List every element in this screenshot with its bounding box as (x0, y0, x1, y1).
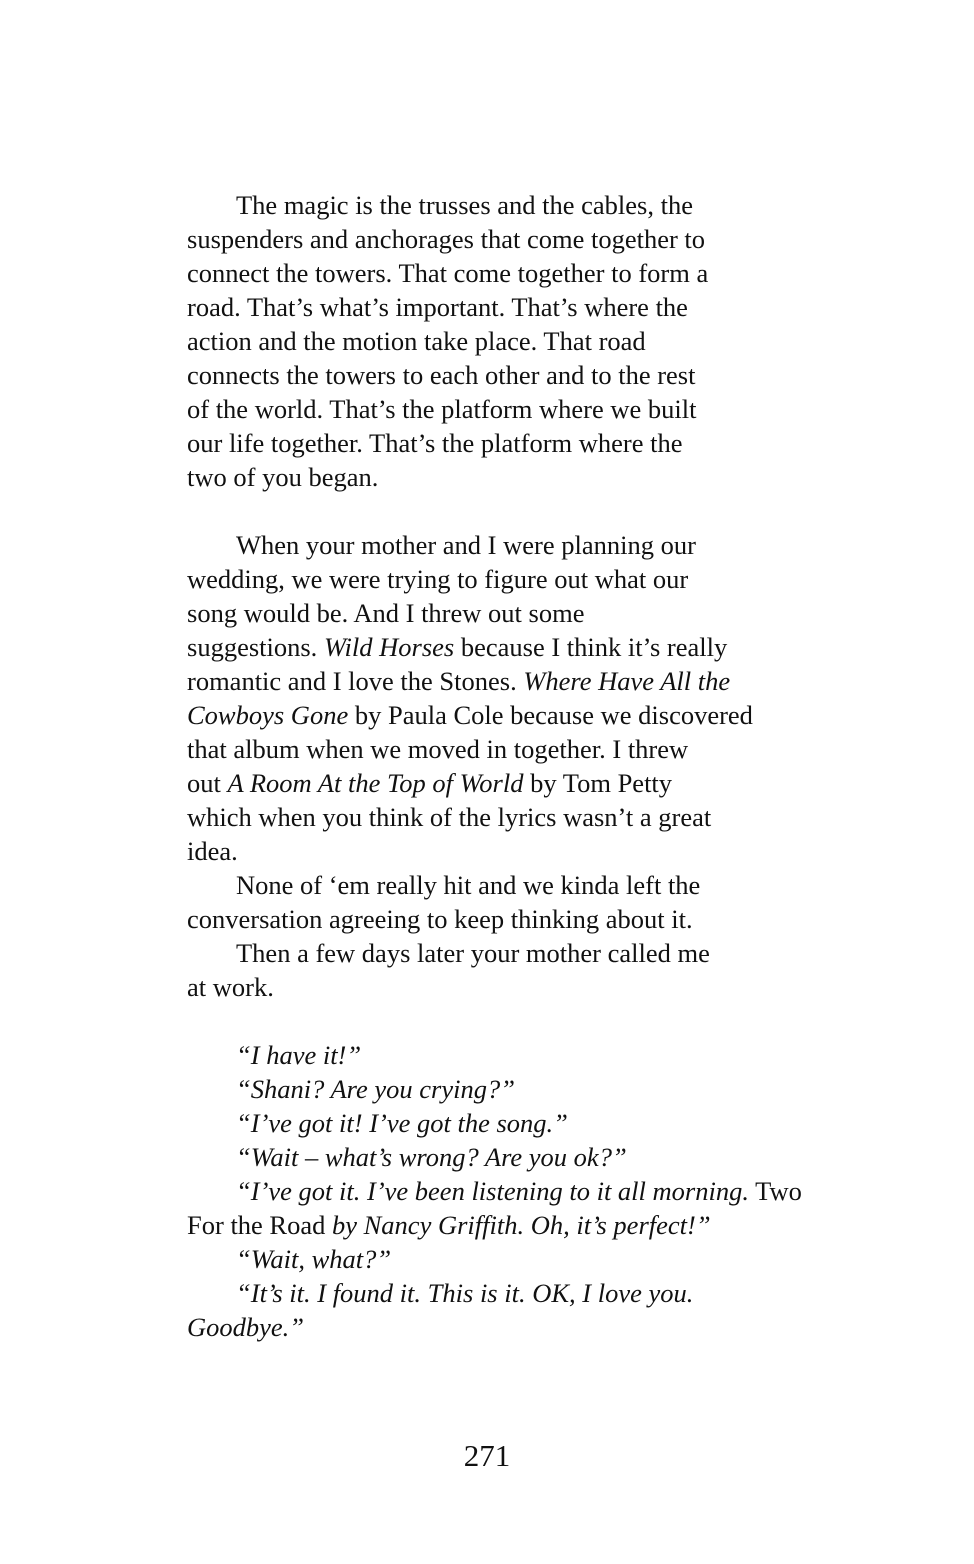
italic-text: “Shani? Are you crying?” (236, 1074, 515, 1104)
text-segment: two of you began. (187, 462, 379, 492)
text-segment: out (187, 768, 228, 798)
italic-text: Where Have All the (523, 666, 731, 696)
text-segment: conversation agreeing to keep thinking about it. (187, 904, 693, 934)
text-segment: Then a few days later your mother called me (236, 938, 710, 968)
text-segment: Two (748, 1176, 802, 1206)
text-line (187, 1038, 787, 1072)
text-line (187, 664, 787, 698)
text-line (187, 1208, 787, 1242)
text-line (187, 1174, 802, 1208)
italic-text: “I’ve got it! I’ve got the song.” (236, 1108, 568, 1138)
text-segment: connects the towers to each other and to the rest (187, 360, 696, 390)
text-line (187, 1106, 787, 1140)
text-line (187, 596, 787, 630)
text-line (187, 800, 787, 834)
text-line (187, 1276, 787, 1310)
text-segment: When your mother and I were planning our (236, 530, 696, 560)
text-line (187, 1242, 787, 1276)
text-line (187, 188, 787, 222)
text-segment: wedding, we were trying to figure out what our (187, 564, 689, 594)
text-line (187, 222, 787, 256)
text-segment: by Tom Petty (523, 768, 673, 798)
text-segment: suggestions. (187, 632, 324, 662)
text-line (187, 630, 787, 664)
text-line (187, 970, 787, 1004)
text-line (187, 460, 787, 494)
text-segment: romantic and I love the Stones. (187, 666, 524, 696)
italic-text: “Wait, what?” (236, 1244, 392, 1274)
text-line (187, 290, 787, 324)
body-text (187, 188, 802, 1344)
text-segment: which when you think of the lyrics wasn’t a great (187, 802, 712, 832)
text-segment: song would be. And I threw out some (187, 598, 585, 628)
italic-text: by Nancy Griffith. Oh, it’s perfect!” (332, 1210, 711, 1240)
text-line (187, 324, 787, 358)
text-segment: connect the towers. That come together to form a (187, 258, 709, 288)
text-line (187, 834, 787, 868)
italic-text: Wild Horses (323, 632, 455, 662)
page-number: 271 (463, 1438, 511, 1473)
italic-text: “Wait – what’s wrong? Are you ok?” (236, 1142, 627, 1172)
italic-text: “I have it!” (236, 1040, 362, 1070)
text-segment: at work. (187, 972, 274, 1002)
text-segment: road. That’s what’s important. That’s where the (187, 292, 688, 322)
text-line (187, 698, 787, 732)
text-line (187, 256, 787, 290)
text-line (187, 766, 787, 800)
text-line (187, 1310, 787, 1344)
italic-text: Cowboys Gone (187, 700, 349, 730)
italic-text: A Room At the Top of World (227, 768, 524, 798)
text-segment: idea. (187, 836, 238, 866)
text-line (187, 902, 787, 936)
text-line (187, 494, 787, 528)
text-segment: suspenders and anchorages that come together to (187, 224, 706, 254)
text-line (187, 562, 787, 596)
text-segment: of the world. That’s the platform where we built (187, 394, 697, 424)
text-line (187, 528, 787, 562)
text-line (187, 392, 787, 426)
text-line (187, 1004, 787, 1038)
italic-text: “It’s it. I found it. This is it. OK, I love you. (236, 1278, 694, 1308)
text-segment: because I think it’s really (454, 632, 728, 662)
text-line (187, 732, 787, 766)
text-segment: by Paula Cole because we discovered (348, 700, 753, 730)
text-line (187, 426, 787, 460)
text-segment: our life together. That’s the platform where the (187, 428, 683, 458)
text-segment: None of ‘em really hit and we kinda left the (236, 870, 701, 900)
text-line (187, 936, 787, 970)
text-line (187, 1140, 787, 1174)
text-segment: For the Road (187, 1210, 332, 1240)
text-segment: The magic is the trusses and the cables, the (236, 190, 693, 220)
text-line (187, 1072, 787, 1106)
text-segment: action and the motion take place. That road (187, 326, 646, 356)
italic-text: “I’ve got it. I’ve been listening to it all morning. (236, 1176, 749, 1206)
text-line (187, 868, 787, 902)
text-line (187, 358, 787, 392)
italic-text: Goodbye.” (187, 1312, 305, 1342)
text-segment: that album when we moved in together. I threw (187, 734, 689, 764)
